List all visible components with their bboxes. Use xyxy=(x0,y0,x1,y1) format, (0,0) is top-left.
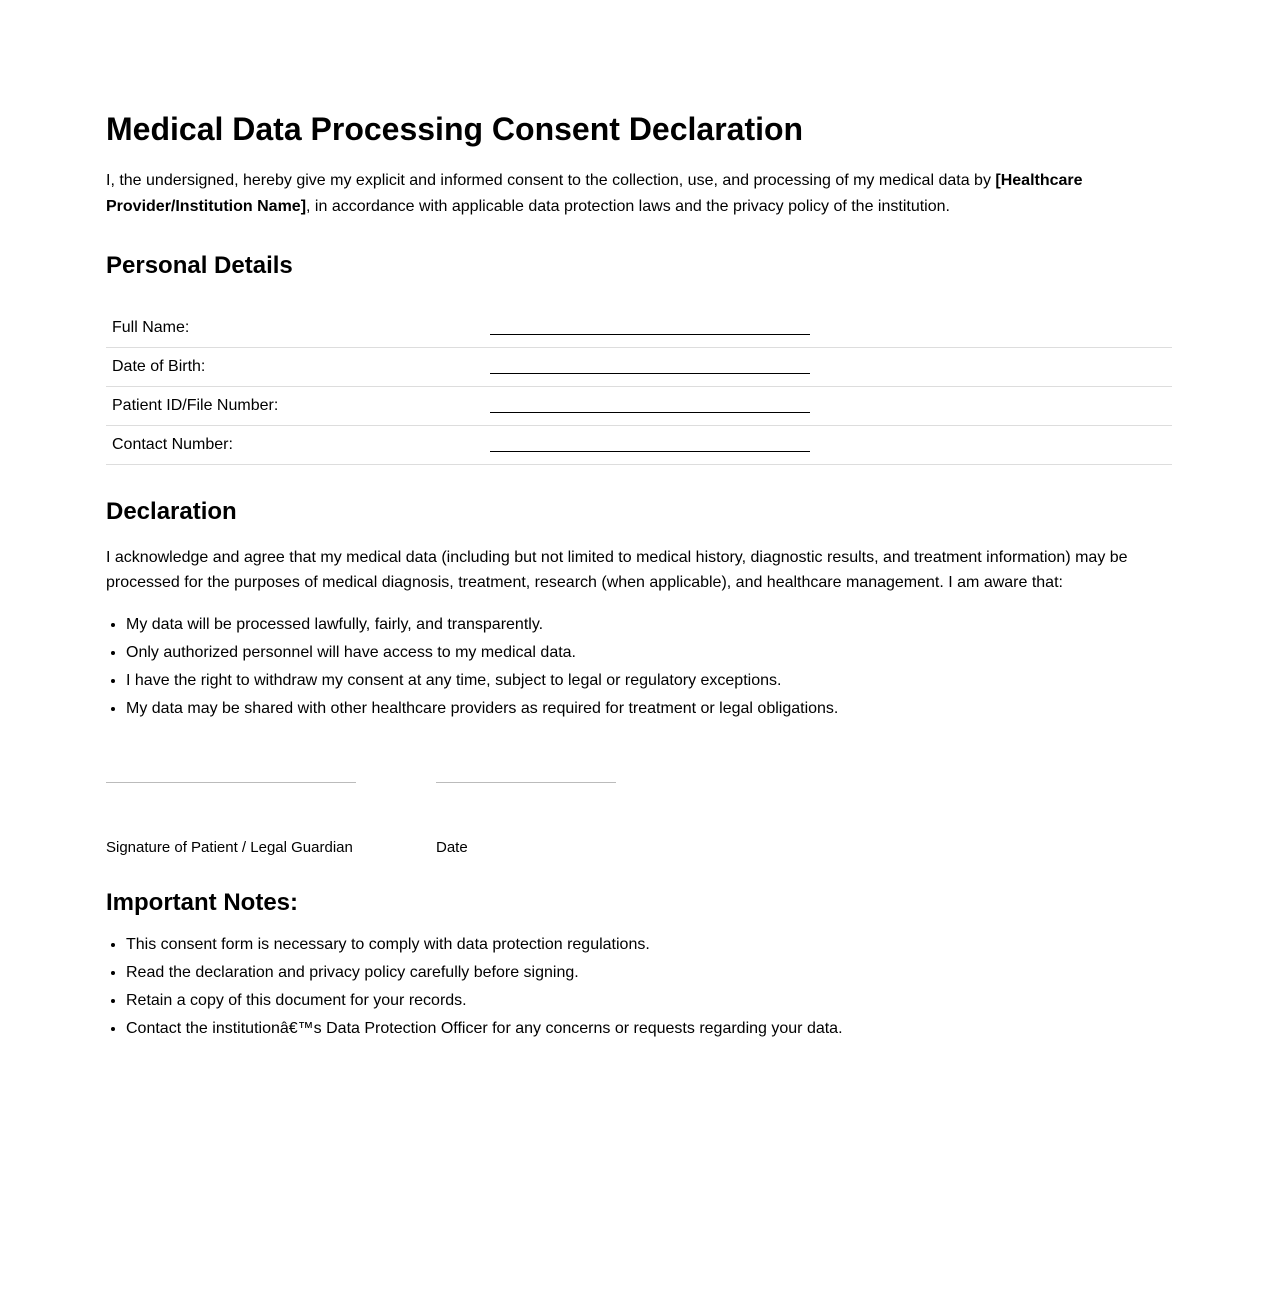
declaration-heading: Declaration xyxy=(106,498,237,525)
table-row xyxy=(106,309,1172,348)
date-of-birth-field[interactable] xyxy=(484,348,1172,387)
list-item: • My data will be processed lawfully, fairly, and transparently. xyxy=(126,611,838,639)
patient-id-line[interactable] xyxy=(490,398,810,413)
signature-date-label: Date xyxy=(436,839,468,856)
declaration-paragraph: I acknowledge and agree that my medical data (including but not limited to medical history, diagnostic results, and treatment information) may be processed for the purposes of medical diagnosis, treatment, research (when applicable), and healthcare management. I am aware that: xyxy=(106,549,1128,591)
personal-details-table xyxy=(106,309,1172,465)
contact-number-label: Contact Number: xyxy=(106,426,484,465)
list-item: • I have the right to withdraw my consent at any time, subject to legal or regulatory exceptions. xyxy=(126,667,838,695)
date-of-birth-line[interactable] xyxy=(490,359,810,374)
signature-date-line[interactable] xyxy=(436,782,616,783)
patient-signature-block xyxy=(106,782,356,856)
list-item: • My data may be shared with other healthcare providers as required for treatment or legal obligations. xyxy=(126,695,838,723)
patient-signature-label: Signature of Patient / Legal Guardian xyxy=(106,839,353,856)
list-item: • Read the declaration and privacy policy carefully before signing. xyxy=(126,959,843,987)
list-item: • Retain a copy of this document for your records. xyxy=(126,987,843,1015)
table-row xyxy=(106,426,1172,465)
intro-text-before: I, the undersigned, hereby give my explicit and informed consent to the collection, use, and processing of my medical data by xyxy=(106,172,996,189)
full-name-label: Full Name: xyxy=(106,309,484,348)
intro-paragraph xyxy=(106,168,1106,220)
full-name-line[interactable] xyxy=(490,320,810,335)
table-row xyxy=(106,387,1172,426)
page-title: Medical Data Processing Consent Declaration xyxy=(106,111,804,147)
personal-details-heading: Personal Details xyxy=(106,252,293,279)
date-of-birth-label: Date of Birth: xyxy=(106,348,484,387)
list-item: • This consent form is necessary to comply with data protection regulations. xyxy=(126,931,843,959)
date-signature-block xyxy=(436,782,616,856)
institution-placeholder: [Healthcare Provider/Institution Name] xyxy=(106,172,1083,215)
contact-number-line[interactable] xyxy=(490,437,810,452)
patient-id-field[interactable] xyxy=(484,387,1172,426)
full-name-field[interactable] xyxy=(484,309,1172,348)
important-notes-list xyxy=(106,931,843,1043)
patient-id-label: Patient ID/File Number: xyxy=(106,387,484,426)
contact-number-field[interactable] xyxy=(484,426,1172,465)
table-row xyxy=(106,348,1172,387)
important-notes-heading: Important Notes: xyxy=(106,889,298,916)
intro-text-after: , in accordance with applicable data protection laws and the privacy policy of the institution. xyxy=(306,198,950,215)
list-item: • Only authorized personnel will have access to my medical data. xyxy=(126,639,838,667)
declaration-list xyxy=(106,611,838,723)
list-item: • Contact the institutionâ€™s Data Protection Officer for any concerns or requests regarding your data. xyxy=(126,1015,843,1043)
patient-signature-line[interactable] xyxy=(106,782,356,783)
